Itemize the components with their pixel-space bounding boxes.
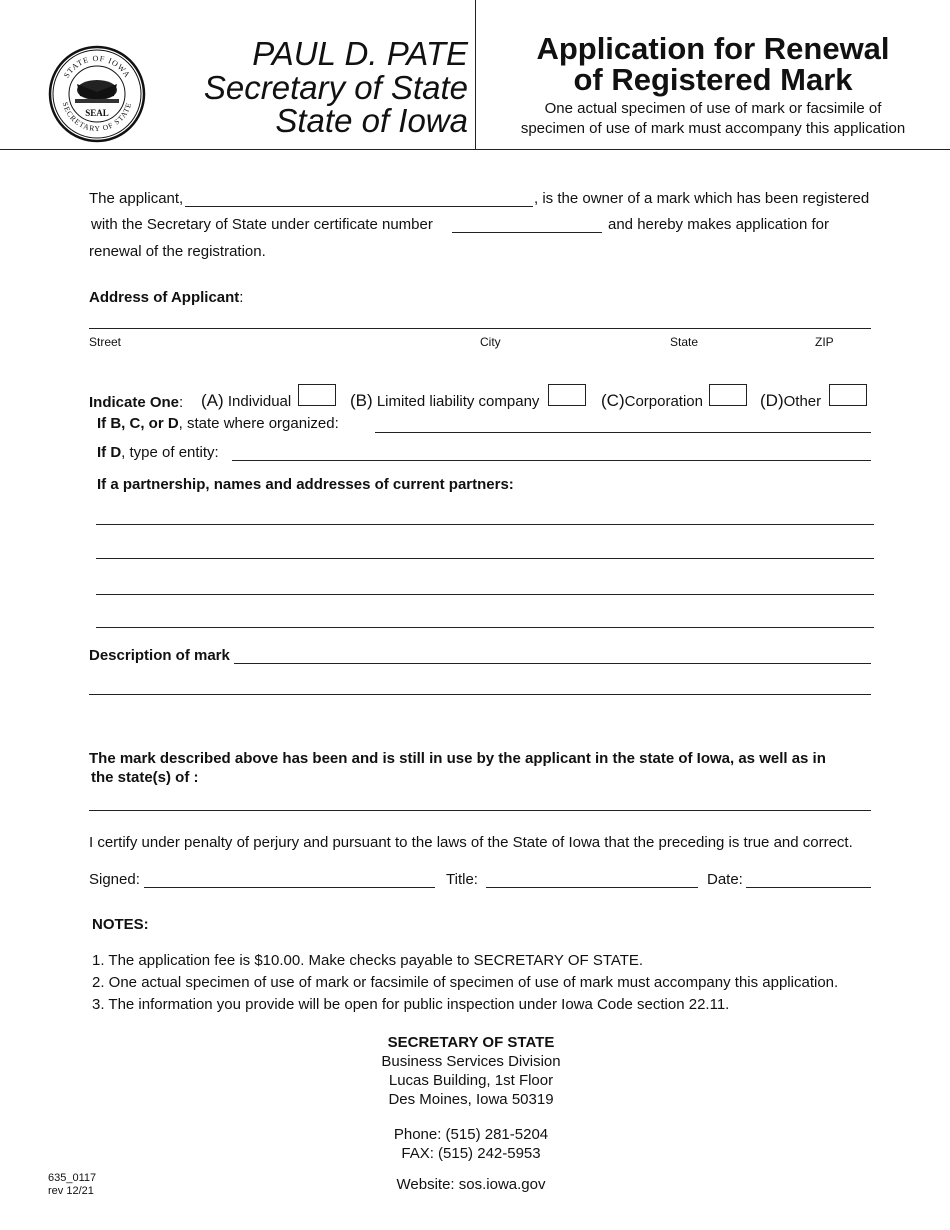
signature-field[interactable]	[144, 869, 435, 888]
intro-text-end: , is the owner of a mark which has been registered	[534, 190, 870, 207]
option-c-label: (C)Corporation	[601, 391, 703, 410]
city-caption: City	[480, 335, 501, 349]
eagle-icon	[75, 80, 119, 103]
header-divider-horizontal	[0, 149, 950, 150]
note-item: 3. The information you provide will be open for public inspection under Iowa Code section 22.11.	[92, 996, 730, 1013]
option-b-label: (B) Limited liability company	[350, 391, 540, 410]
entity-type-label: If D, type of entity:	[97, 444, 219, 461]
entity-type-field[interactable]	[232, 442, 871, 461]
indicate-one-label: Indicate One:	[89, 394, 184, 411]
use-statement: The mark described above has been and is still in use by the applicant in the state of Iowa, as well as in the state(s) of :	[89, 750, 826, 786]
address-label: Address of Applicant:	[89, 289, 244, 306]
form-subtitle: One actual specimen of use of mark or facsimile of specimen of use of mark must accompany this application	[520, 100, 906, 137]
office-contact: Phone: (515) 281-5204 FAX: (515) 242-5953	[393, 1126, 549, 1162]
address-field[interactable]	[89, 310, 871, 329]
title-label: Title:	[446, 871, 478, 888]
zip-caption: ZIP	[815, 335, 834, 349]
signed-label: Signed:	[89, 871, 140, 888]
title-field[interactable]	[486, 869, 698, 888]
partners-label: If a partnership, names and addresses of current partners:	[97, 476, 514, 493]
description-field-1[interactable]	[234, 645, 871, 664]
partner-field-2[interactable]	[96, 540, 874, 559]
option-a-label: (A) Individual	[201, 391, 292, 410]
option-d-label: (D)Other	[760, 391, 822, 410]
notes-heading: NOTES:	[92, 916, 149, 933]
option-b-checkbox[interactable]	[548, 384, 586, 406]
application-text: and hereby makes application for	[608, 216, 829, 233]
note-item: 1. The application fee is $10.00. Make checks payable to SECRETARY OF STATE.	[92, 952, 644, 969]
option-a-checkbox[interactable]	[298, 384, 336, 406]
note-item: 2. One actual specimen of use of mark or facsimile of specimen of use of mark must accompany this application.	[92, 974, 839, 991]
official-title: Secretary of State	[203, 69, 468, 106]
certificate-number-field[interactable]	[452, 214, 602, 233]
state-seal	[48, 44, 146, 144]
partner-field-3[interactable]	[96, 576, 874, 595]
partner-field-4[interactable]	[96, 609, 874, 628]
state-caption: State	[670, 335, 699, 349]
state-organized-label: If B, C, or D, state where organized:	[97, 415, 339, 432]
states-of-use-field[interactable]	[89, 792, 871, 811]
official-state: State of Iowa	[275, 102, 468, 139]
description-label: Description of mark	[89, 647, 230, 664]
svg-text:SECRETARY OF STATE: SECRETARY OF STATE	[60, 101, 134, 134]
description-field-2[interactable]	[89, 676, 871, 695]
certificate-text: with the Secretary of State under certificate number	[91, 216, 433, 233]
partner-field-1[interactable]	[96, 506, 874, 525]
certification-statement: I certify under penalty of perjury and pursuant to the laws of the State of Iowa that the preceding is true and correct.	[89, 834, 853, 851]
svg-text:SEAL: SEAL	[85, 108, 109, 118]
office-website: Website: sos.iowa.gov	[396, 1176, 546, 1193]
street-caption: Street	[89, 335, 122, 349]
office-address: SECRETARY OF STATE Business Services Division Lucas Building, 1st Floor Des Moines, Iowa 50319	[381, 1034, 561, 1108]
svg-text:STATE OF IOWA: STATE OF IOWA	[61, 53, 133, 80]
renewal-text: renewal of the registration.	[89, 243, 266, 260]
date-field[interactable]	[746, 869, 871, 888]
form-title: Application for Renewal of Registered Mark	[536, 31, 890, 97]
applicant-name-field[interactable]	[185, 188, 533, 207]
intro-text-start: The applicant,	[89, 190, 184, 207]
form-number: 635_0117 rev 12/21	[48, 1172, 97, 1197]
option-d-checkbox[interactable]	[829, 384, 867, 406]
official-name: PAUL D. PATE	[252, 35, 468, 72]
state-organized-field[interactable]	[375, 414, 871, 433]
date-label: Date:	[707, 871, 743, 888]
option-c-checkbox[interactable]	[709, 384, 747, 406]
